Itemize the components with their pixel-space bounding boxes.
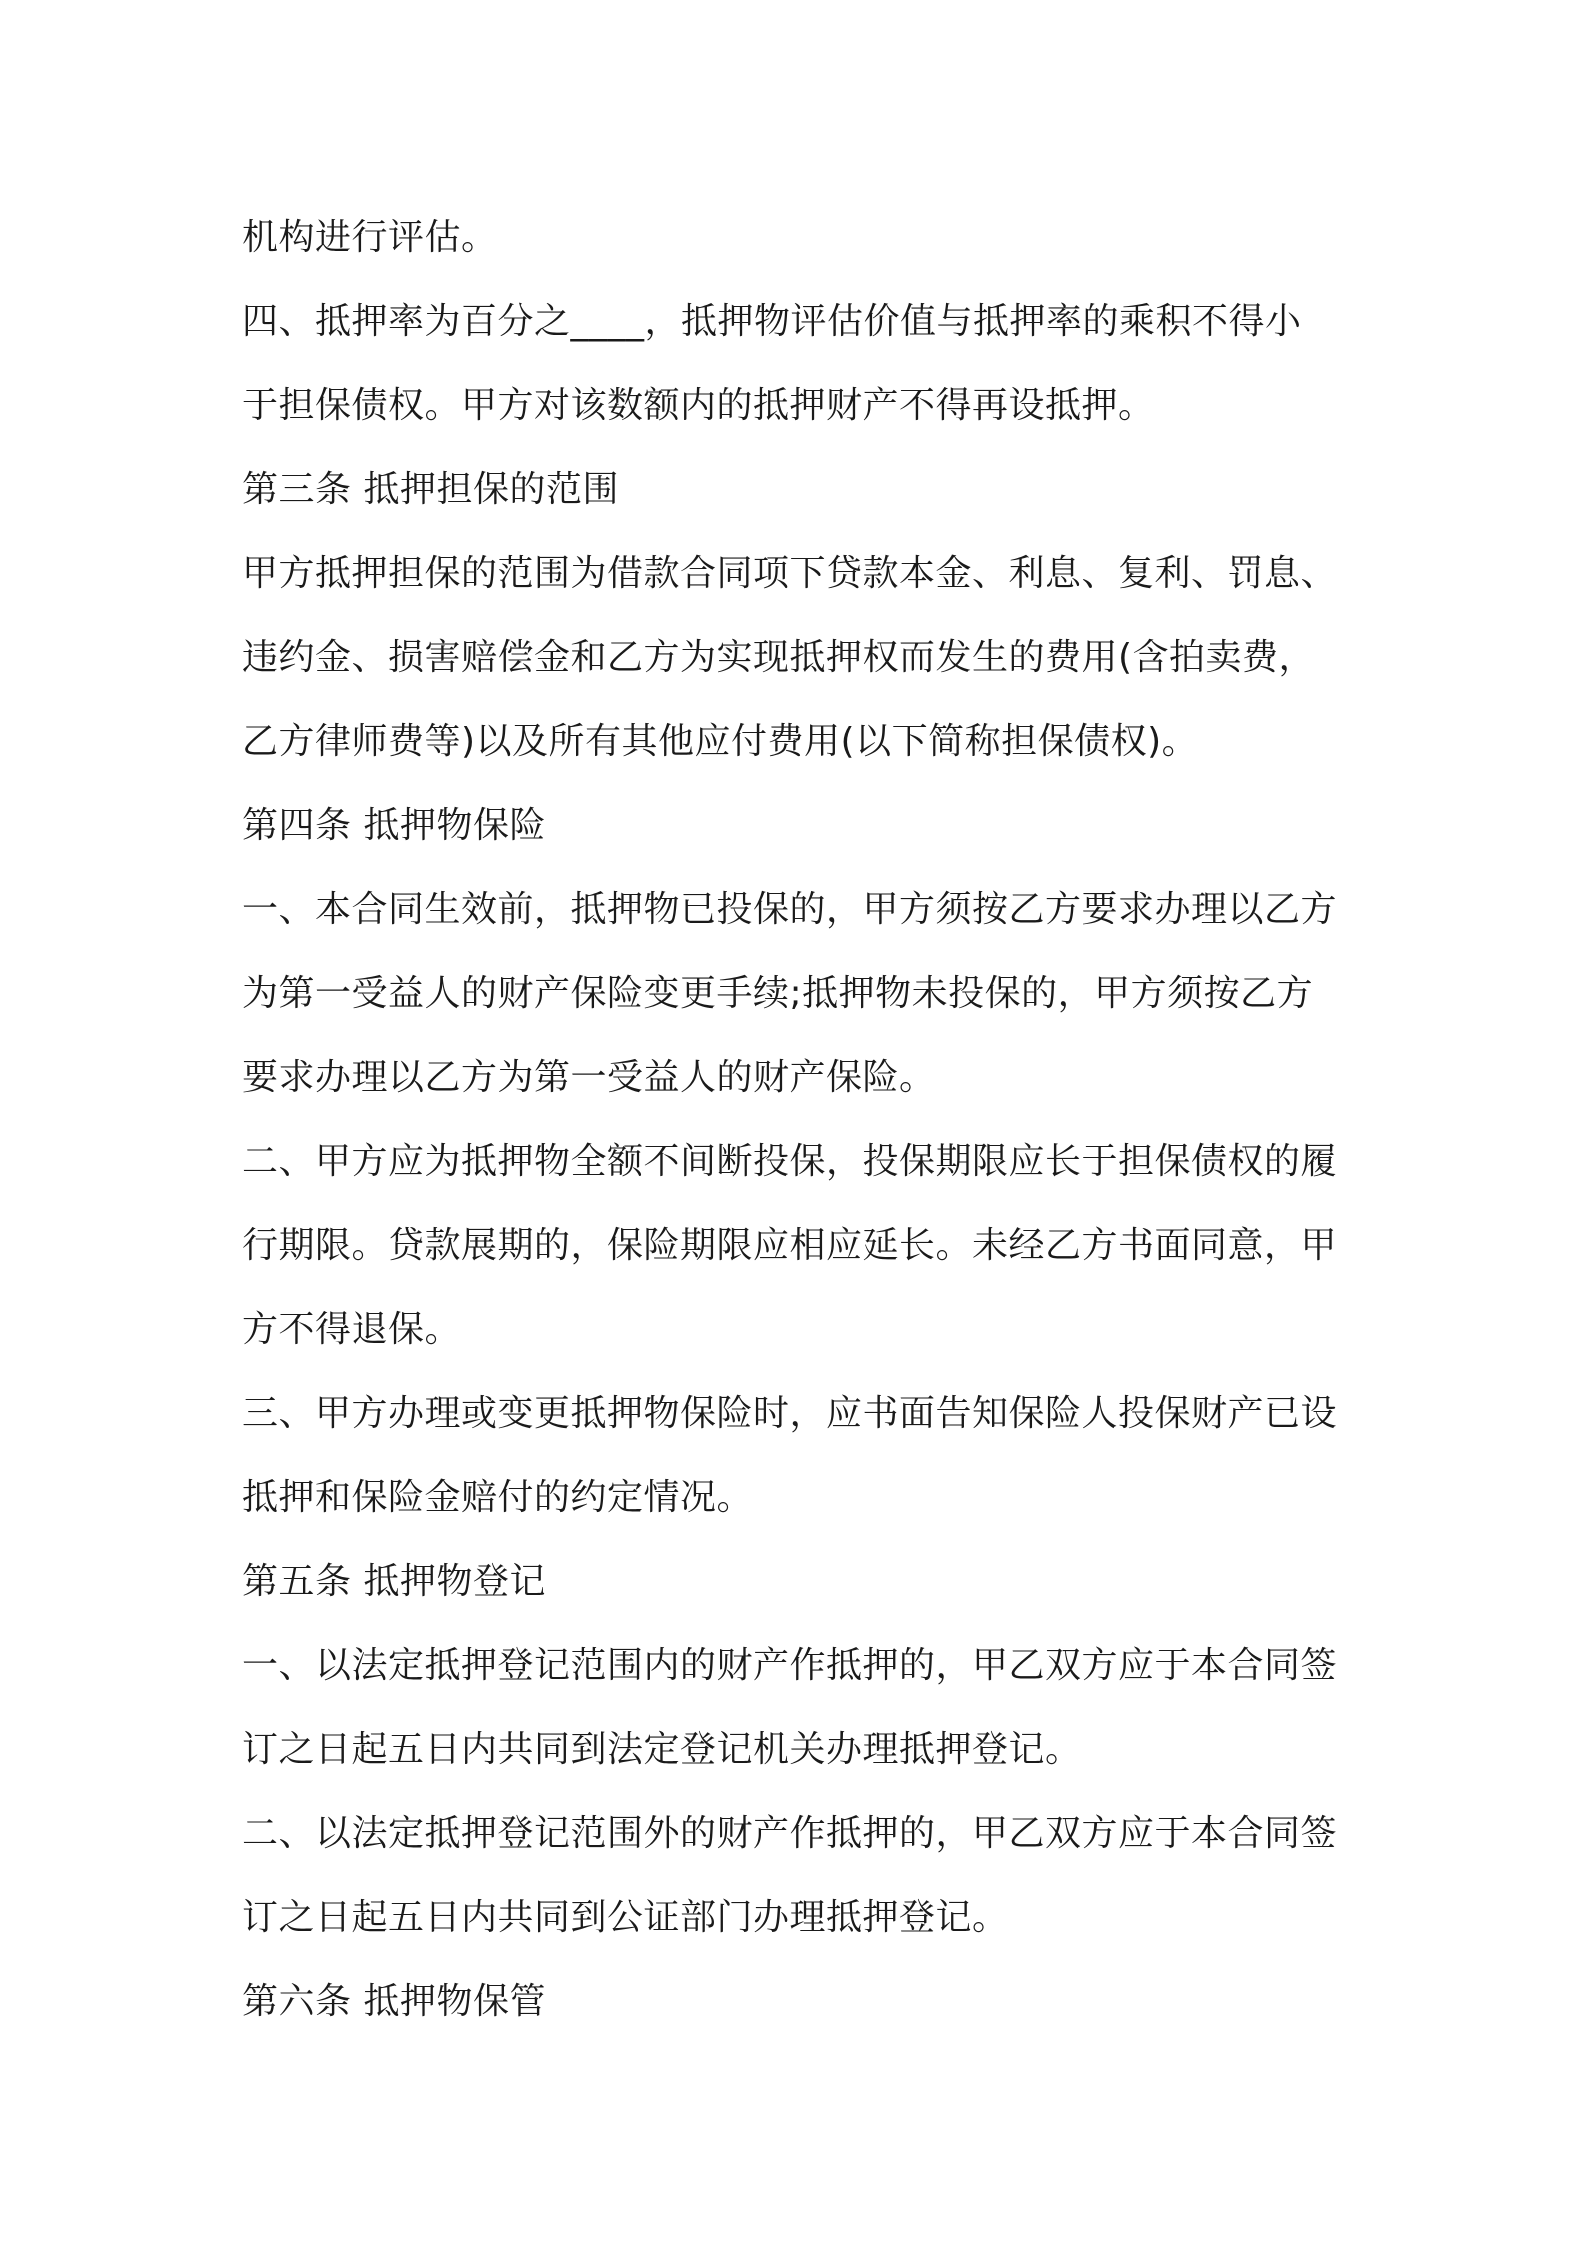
paragraph-line: 违约金、损害赔偿金和乙方为实现抵押权而发生的费用(含拍卖费， [242,637,1316,678]
paragraph-line: 机构进行评估。 [242,217,498,258]
paragraph-line: 方不得退保。 [242,1309,462,1350]
paragraph-line: 抵押和保险金赔付的约定情况。 [242,1477,754,1518]
paragraph-line: 订之日起五日内共同到法定登记机关办理抵押登记。 [242,1729,1082,1770]
paragraph-line: 乙方律师费等)以及所有其他应付费用(以下简称担保债权)。 [242,721,1199,762]
paragraph-line: 一、以法定抵押登记范围内的财产作抵押的，甲乙双方应于本合同签 [242,1645,1338,1686]
paragraph-line: 甲方抵押担保的范围为借款合同项下贷款本金、利息、复利、罚息、 [242,553,1338,594]
article-heading: 第五条 抵押物登记 [242,1561,546,1602]
paragraph-line: 订之日起五日内共同到公证部门办理抵押登记。 [242,1897,1009,1938]
paragraph-line: 四、抵押率为百分之____，抵押物评估价值与抵押率的乘积不得小 [242,301,1302,342]
paragraph-line: 为第一受益人的财产保险变更手续;抵押物未投保的，甲方须按乙方 [242,973,1314,1014]
paragraph-line: 于担保债权。甲方对该数额内的抵押财产不得再设抵押。 [242,385,1155,426]
paragraph-line: 要求办理以乙方为第一受益人的财产保险。 [242,1057,936,1098]
paragraph-line: 三、甲方办理或变更抵押物保险时，应书面告知保险人投保财产已设 [242,1393,1338,1434]
paragraph-line: 二、甲方应为抵押物全额不间断投保，投保期限应长于担保债权的履 [242,1141,1338,1182]
paragraph-line: 行期限。贷款展期的，保险期限应相应延长。未经乙方书面同意，甲 [242,1225,1338,1266]
paragraph-line: 二、以法定抵押登记范围外的财产作抵押的，甲乙双方应于本合同签 [242,1813,1338,1854]
article-heading: 第六条 抵押物保管 [242,1981,546,2022]
document-body [242,196,1362,2044]
article-heading: 第三条 抵押担保的范围 [242,469,619,510]
paragraph-line: 一、本合同生效前，抵押物已投保的，甲方须按乙方要求办理以乙方 [242,889,1338,930]
article-heading: 第四条 抵押物保险 [242,805,546,846]
